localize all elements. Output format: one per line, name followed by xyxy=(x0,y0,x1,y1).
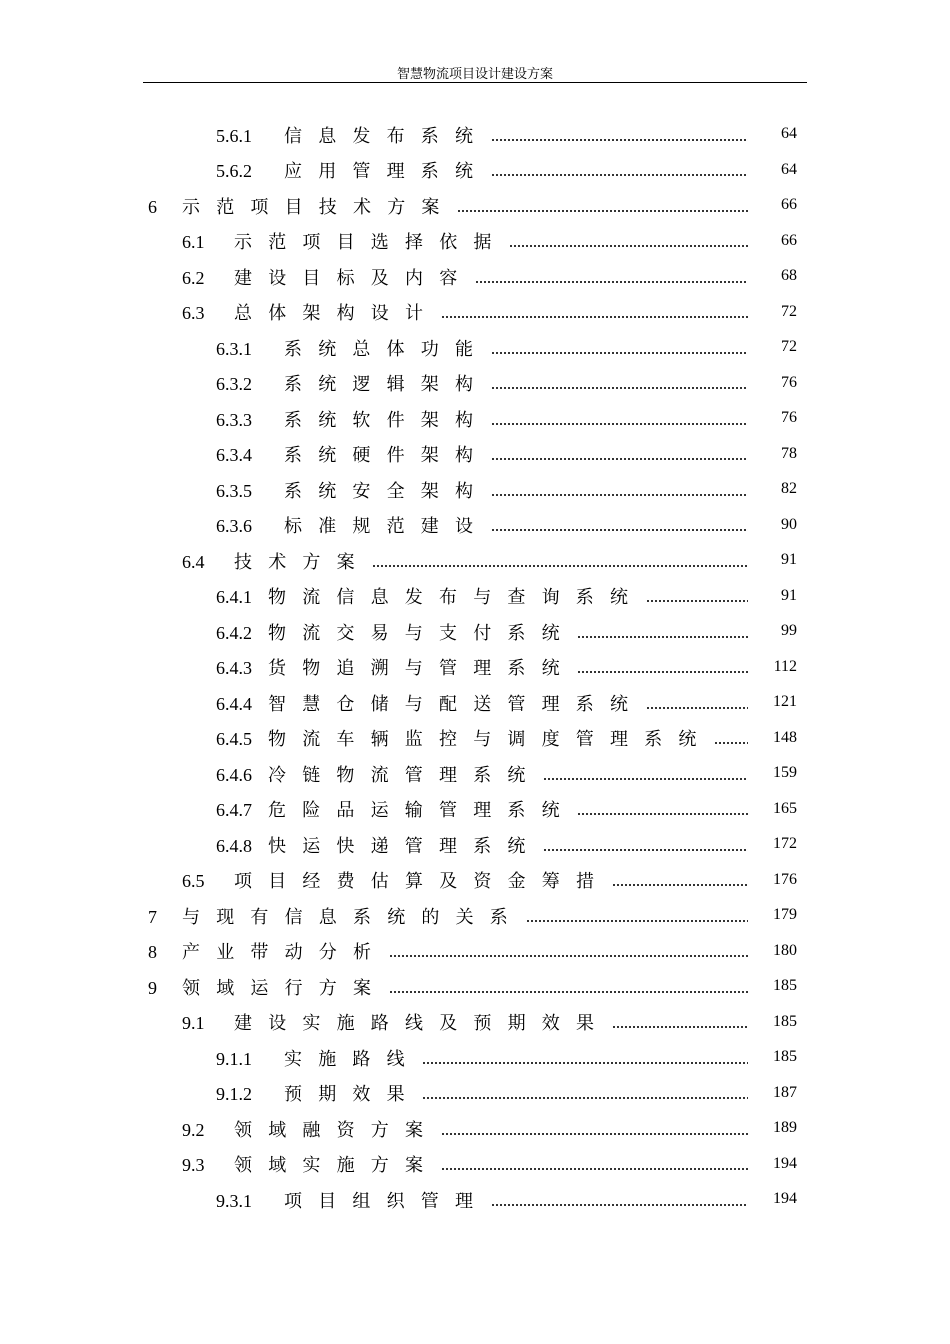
toc-entry-page: 194 xyxy=(773,1190,797,1207)
toc-dot-leader xyxy=(389,978,748,998)
toc-entry-page: 66 xyxy=(781,196,797,213)
toc-entry[interactable] xyxy=(148,189,752,225)
toc-entry-title: 预期效果 xyxy=(284,1084,421,1105)
toc-entry-title: 信息发布系统 xyxy=(284,125,490,146)
toc-entry-page: 68 xyxy=(781,267,797,284)
toc-entry-title: 建设目标及内容 xyxy=(234,267,474,288)
toc-entry-title: 领域实施方案 xyxy=(234,1155,440,1176)
toc-entry-page: 64 xyxy=(781,125,797,142)
toc-dot-leader xyxy=(491,1191,748,1211)
toc-entry-page: 121 xyxy=(773,693,797,710)
toc-dot-leader xyxy=(646,694,748,714)
toc-entry-page: 82 xyxy=(781,480,797,497)
toc-entry-page: 180 xyxy=(773,941,797,959)
toc-entry-title: 系统软件架构 xyxy=(284,409,490,430)
toc-entry-number: 5.6.1 xyxy=(216,125,252,146)
toc-entry[interactable] xyxy=(182,1006,752,1042)
toc-entry-number: 6.4.7 xyxy=(216,800,252,821)
toc-entry[interactable] xyxy=(182,864,752,900)
toc-dot-leader xyxy=(577,800,748,820)
toc-dot-leader xyxy=(509,232,748,252)
toc-entry-number: 8 xyxy=(148,942,157,963)
toc-entry[interactable] xyxy=(216,651,752,687)
toc-dot-leader xyxy=(441,1155,748,1175)
toc-entry-title: 技术方案 xyxy=(234,551,371,572)
toc-entry[interactable] xyxy=(216,331,752,367)
toc-entry-number: 6 xyxy=(148,196,157,217)
toc-entry-page: 72 xyxy=(781,338,797,355)
toc-dot-leader xyxy=(491,410,748,430)
toc-entry-number: 6.3.1 xyxy=(216,338,252,359)
toc-entry-number: 9.1.2 xyxy=(216,1084,252,1105)
toc-entry-number: 5.6.2 xyxy=(216,161,252,182)
toc-entry-number: 6.4.2 xyxy=(216,622,252,643)
toc-entry-page: 72 xyxy=(781,302,797,320)
toc-entry[interactable] xyxy=(216,1041,752,1077)
toc-entry-number: 7 xyxy=(148,906,157,927)
toc-entry-number: 6.4.4 xyxy=(216,693,252,714)
toc-dot-leader xyxy=(612,1013,748,1033)
toc-entry-page: 99 xyxy=(781,622,797,639)
toc-entry[interactable] xyxy=(216,473,752,509)
header-rule xyxy=(143,82,807,83)
toc-entry-title: 示范项目技术方案 xyxy=(182,196,456,217)
toc-dot-leader xyxy=(491,374,748,394)
toc-dot-leader xyxy=(646,587,748,607)
toc-entry[interactable] xyxy=(216,367,752,403)
toc-entry-title: 领域融资方案 xyxy=(234,1119,440,1140)
toc-entry-number: 9.3 xyxy=(182,1155,205,1176)
toc-entry-title: 系统硬件架构 xyxy=(284,445,490,466)
toc-entry[interactable] xyxy=(216,757,752,793)
toc-entry[interactable] xyxy=(216,828,752,864)
toc-entry-title: 领域运行方案 xyxy=(182,977,388,998)
toc-entry-title: 与现有信息系统的关系 xyxy=(182,906,524,927)
toc-dot-leader xyxy=(389,942,748,962)
toc-entry[interactable] xyxy=(216,1183,752,1219)
toc-entry-number: 6.4.6 xyxy=(216,764,252,785)
toc-dot-leader xyxy=(543,765,748,785)
page-header: 智慧物流项目设计建设方案 xyxy=(396,66,553,81)
toc-entry-number: 6.4.3 xyxy=(216,658,252,679)
toc-entry-page: 91 xyxy=(781,551,797,568)
toc-dot-leader xyxy=(441,303,748,323)
toc-entry-number: 6.3.5 xyxy=(216,480,252,501)
toc-entry-title: 物流车辆监控与调度管理系统 xyxy=(268,729,713,750)
toc-dot-leader xyxy=(577,623,748,643)
toc-entry-title: 系统逻辑架构 xyxy=(284,374,490,395)
toc-entry[interactable] xyxy=(216,154,752,190)
toc-dot-leader xyxy=(491,445,748,465)
toc-entry-title: 项目经费估算及资金筹措 xyxy=(234,871,611,892)
toc-entry[interactable] xyxy=(216,793,752,829)
toc-entry-page: 194 xyxy=(773,1154,797,1172)
toc-entry[interactable] xyxy=(216,509,752,545)
toc-entry[interactable] xyxy=(182,544,752,580)
toc-dot-leader xyxy=(714,729,748,749)
toc-entry-title: 总体架构设计 xyxy=(234,303,440,324)
toc-entry-number: 6.4 xyxy=(182,551,205,572)
toc-entry-page: 187 xyxy=(773,1083,797,1101)
toc-entry[interactable] xyxy=(216,722,752,758)
toc-entry[interactable] xyxy=(216,580,752,616)
toc-entry-number: 6.3 xyxy=(182,303,205,324)
toc-entry-number: 6.4.5 xyxy=(216,729,252,750)
toc-dot-leader xyxy=(441,1120,748,1140)
toc-entry[interactable] xyxy=(182,296,752,332)
toc-entry-title: 实施路线 xyxy=(284,1048,421,1069)
toc-entry-page: 66 xyxy=(781,231,797,249)
toc-entry[interactable] xyxy=(148,935,752,971)
toc-entry-number: 6.4.8 xyxy=(216,835,252,856)
toc-dot-leader xyxy=(372,552,748,572)
toc-entry-number: 9.1.1 xyxy=(216,1048,252,1069)
toc-entry[interactable] xyxy=(182,1148,752,1184)
toc-entry-page: 112 xyxy=(773,657,797,675)
toc-entry[interactable] xyxy=(216,686,752,722)
toc-entry-title: 产业带动分析 xyxy=(182,942,388,963)
toc-entry-title: 建设实施路线及预期效果 xyxy=(234,1013,611,1034)
toc-entry-title: 快运快递管理系统 xyxy=(268,835,542,856)
toc-entry-title: 项目组织管理 xyxy=(284,1190,490,1211)
toc-dot-leader xyxy=(577,658,748,678)
toc-dot-leader xyxy=(612,871,748,891)
toc-dot-leader xyxy=(491,161,748,181)
toc-entry-title: 冷链物流管理系统 xyxy=(268,764,542,785)
toc-entry-title: 示范项目选择依据 xyxy=(234,232,508,253)
toc-dot-leader xyxy=(526,907,749,927)
toc-entry-number: 6.3.6 xyxy=(216,516,252,537)
toc-entry-page: 159 xyxy=(773,764,797,781)
toc-entry[interactable] xyxy=(216,402,752,438)
toc-entry-number: 9.1 xyxy=(182,1013,205,1034)
toc-entry[interactable] xyxy=(148,899,752,935)
toc-entry-page: 90 xyxy=(781,515,797,533)
toc-entry[interactable] xyxy=(216,1077,752,1113)
toc-entry[interactable] xyxy=(182,225,752,261)
toc-dot-leader xyxy=(491,339,748,359)
toc-dot-leader xyxy=(491,481,748,501)
toc-entry-page: 185 xyxy=(773,1048,797,1065)
toc-entry-page: 179 xyxy=(773,906,797,923)
toc-entry-title: 系统总体功能 xyxy=(284,338,490,359)
toc-entry-number: 6.4.1 xyxy=(216,587,252,608)
toc-dot-leader xyxy=(457,197,748,217)
toc-entry-page: 165 xyxy=(773,799,797,817)
toc-dot-leader xyxy=(491,126,748,146)
toc-entry-number: 6.3.2 xyxy=(216,374,252,395)
toc-entry-number: 6.3.4 xyxy=(216,445,252,466)
toc-entry-number: 6.3.3 xyxy=(216,409,252,430)
toc-entry-page: 91 xyxy=(781,586,797,604)
toc-entry-number: 9.2 xyxy=(182,1119,205,1140)
toc-entry-page: 64 xyxy=(781,160,797,178)
toc-entry-page: 176 xyxy=(773,870,797,888)
toc-entry[interactable] xyxy=(216,438,752,474)
toc-entry[interactable] xyxy=(148,970,752,1006)
toc-entry-page: 185 xyxy=(773,1012,797,1030)
toc-dot-leader xyxy=(422,1084,748,1104)
toc-entry[interactable] xyxy=(216,615,752,651)
toc-entry-title: 物流交易与支付系统 xyxy=(268,622,576,643)
toc-entry-title: 智慧仓储与配送管理系统 xyxy=(268,693,645,714)
toc-entry-page: 76 xyxy=(781,373,797,391)
toc-entry-page: 185 xyxy=(773,977,797,994)
toc-entry-number: 9.3.1 xyxy=(216,1190,252,1211)
toc-entry-title: 货物追溯与管理系统 xyxy=(268,658,576,679)
toc-entry-title: 危险品运输管理系统 xyxy=(268,800,576,821)
toc-entry-title: 应用管理系统 xyxy=(284,161,490,182)
toc-entry-number: 6.5 xyxy=(182,871,205,892)
toc-entry-page: 78 xyxy=(781,444,797,462)
toc-entry-page: 172 xyxy=(773,835,797,852)
toc-dot-leader xyxy=(422,1049,748,1069)
toc-entry[interactable] xyxy=(182,260,752,296)
toc-entry-title: 物流信息发布与查询系统 xyxy=(268,587,645,608)
toc-entry-title: 系统安全架构 xyxy=(284,480,490,501)
toc-entry-page: 76 xyxy=(781,409,797,426)
toc-dot-leader xyxy=(491,516,748,536)
toc-dot-leader xyxy=(475,268,748,288)
toc-entry[interactable] xyxy=(182,1112,752,1148)
toc-dot-leader xyxy=(543,836,748,856)
toc-entry-number: 6.1 xyxy=(182,232,205,253)
toc-entry-page: 189 xyxy=(773,1119,797,1136)
toc-entry-page: 148 xyxy=(773,728,797,746)
toc-entry[interactable] xyxy=(216,118,752,154)
toc-entry-number: 6.2 xyxy=(182,267,205,288)
toc-entry-title: 标准规范建设 xyxy=(284,516,490,537)
toc-entry-number: 9 xyxy=(148,977,157,998)
